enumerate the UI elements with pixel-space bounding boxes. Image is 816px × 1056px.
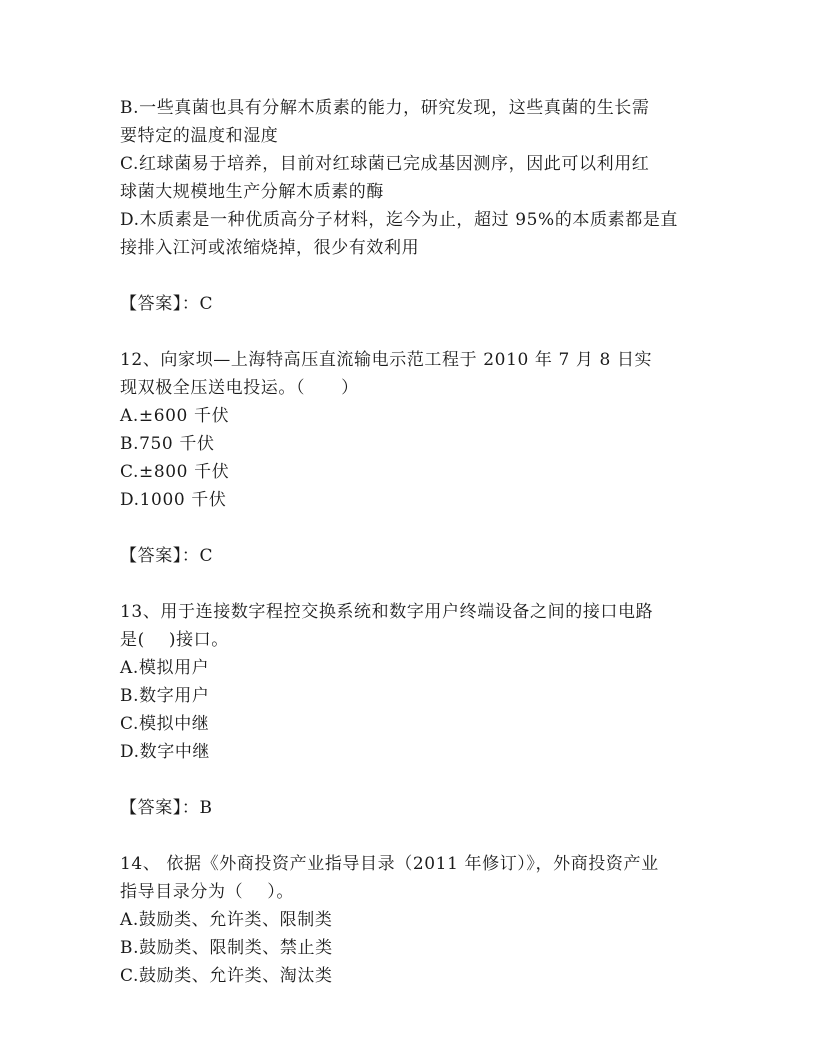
option-b-line-2: 要特定的温度和湿度 xyxy=(120,126,279,146)
question-14-stem-line-1: 14、 依据《外商投资产业指导目录（2011 年修订）》，外商投资产业 xyxy=(120,854,659,874)
question-12-option-b: B.750 千伏 xyxy=(120,434,215,454)
option-d-line-2: 接排入江河或浓缩烧掉，很少有效利用 xyxy=(120,238,420,258)
spacer xyxy=(120,514,700,542)
question-14-option-c: C.鼓励类、允许类、淘汰类 xyxy=(120,966,333,986)
option-b-line-1: B.一些真菌也具有分解木质素的能力，研究发现，这些真菌的生长需 xyxy=(120,98,650,118)
question-14 xyxy=(120,850,700,990)
question-13-option-a: A.模拟用户 xyxy=(120,658,210,678)
answer-11: 【答案】：C xyxy=(120,294,214,314)
question-14-stem-line-2: 指导目录分为（ ）。 xyxy=(120,882,294,902)
question-13 xyxy=(120,598,700,766)
spacer xyxy=(120,766,700,794)
option-c-line-1: C.红球菌易于培养，目前对红球菌已完成基因测序，因此可以利用红 xyxy=(120,154,650,174)
option-c-line-2: 球菌大规模地生产分解木质素的酶 xyxy=(120,182,384,202)
question-13-option-c: C.模拟中继 xyxy=(120,714,210,734)
question-11-options xyxy=(120,94,700,262)
answer-12: 【答案】：C xyxy=(120,546,214,566)
question-12-stem-line-1: 12、向家坝—上海特高压直流输电示范工程于 2010 年 7 月 8 日实 xyxy=(120,350,653,370)
question-13-option-b: B.数字用户 xyxy=(120,686,210,706)
spacer xyxy=(120,262,700,290)
question-14-option-a: A.鼓励类、允许类、限制类 xyxy=(120,910,333,930)
option-d-line-1: D.木质素是一种优质高分子材料，迄今为止，超过 95%的本质素都是直 xyxy=(120,210,679,230)
question-12-stem-line-2: 现双极全压送电投运。（ ） xyxy=(120,378,359,398)
question-12-option-c: C.±800 千伏 xyxy=(120,462,230,482)
question-13-stem-line-1: 13、用于连接数字程控交换系统和数字用户终端设备之间的接口电路 xyxy=(120,602,654,622)
answer-13: 【答案】：B xyxy=(120,798,213,818)
spacer xyxy=(120,822,700,850)
question-12-option-d: D.1000 千伏 xyxy=(120,490,227,510)
question-13-option-d: D.数字中继 xyxy=(120,742,211,762)
question-13-stem-line-2: 是( )接口。 xyxy=(120,630,229,650)
question-14-option-b: B.鼓励类、限制类、禁止类 xyxy=(120,938,333,958)
document-content xyxy=(120,94,700,990)
question-12-option-a: A.±600 千伏 xyxy=(120,406,230,426)
question-12 xyxy=(120,346,700,514)
spacer xyxy=(120,570,700,598)
spacer xyxy=(120,318,700,346)
